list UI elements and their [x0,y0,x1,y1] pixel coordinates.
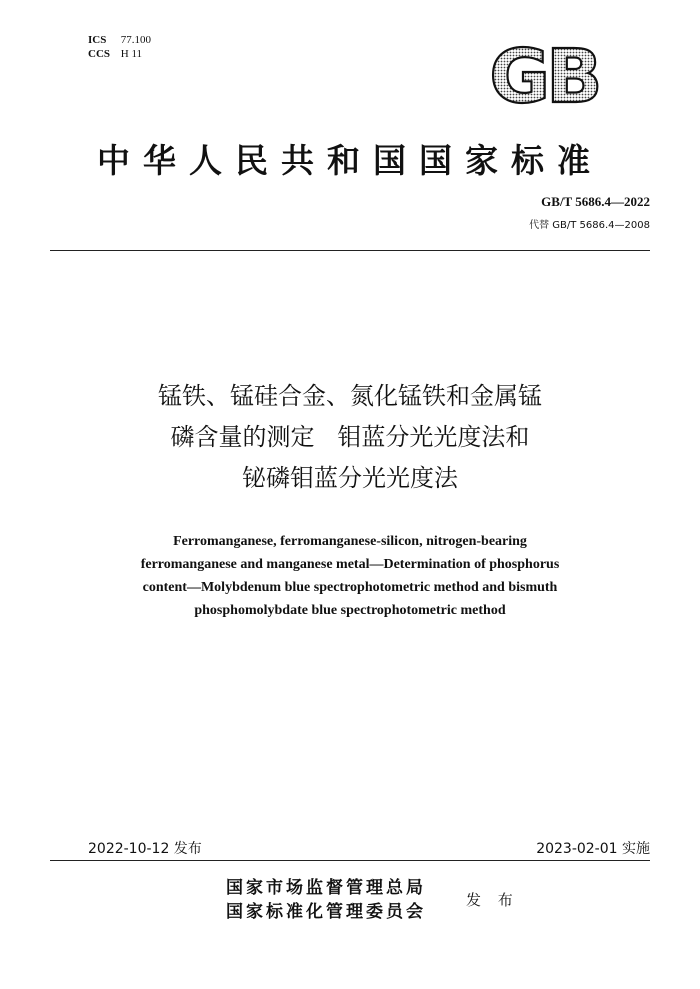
ccs-value: H 11 [120,48,143,60]
gb-logo-text: GB [489,42,599,110]
chinese-title [0,376,700,499]
english-title-line-3: content—Molybdenum blue spectrophotometric method and bismuth [142,580,558,595]
english-title-line-4: phosphomolybdate blue spectrophotometric method [194,603,506,618]
chinese-title-line-1: 锰铁、锰硅合金、氮化锰铁和金属锰 [158,382,542,410]
chinese-title-line-2: 磷含量的测定 钼蓝分光光度法和 [170,423,530,451]
national-standard-title: 中华人民共和国国家标准 [97,141,603,180]
ccs-label: CCS [88,48,111,60]
chinese-title-line-3: 铋磷钼蓝分光光度法 [242,464,458,492]
classification-codes [88,33,151,61]
ics-code-row [88,33,151,47]
ics-value: 77.100 [120,34,151,46]
replaces-standard: 代替 GB/T 5686.4—2008 [529,220,650,231]
issuer-sac: 国家标准化管理委员会 [226,902,426,922]
issuing-organizations [226,876,426,924]
issue-date: 2022-10-12 发布 [88,841,202,857]
issue-action: 发 布 [466,891,519,909]
footer-divider [50,860,650,861]
gb-logo [476,42,612,110]
implementation-date: 2023-02-01 实施 [536,841,650,857]
issuer-samr: 国家市场监督管理总局 [226,878,426,898]
header-divider [50,250,650,251]
english-title-line-1: Ferromanganese, ferromanganese-silicon, nitrogen-bearing [173,534,527,549]
english-title-line-2: ferromanganese and manganese metal—Determination of phosphorus [140,557,560,572]
standard-number: GB/T 5686.4—2022 [541,194,650,209]
english-title [60,530,640,622]
ics-label: ICS [88,34,107,46]
ccs-code-row [88,47,151,61]
